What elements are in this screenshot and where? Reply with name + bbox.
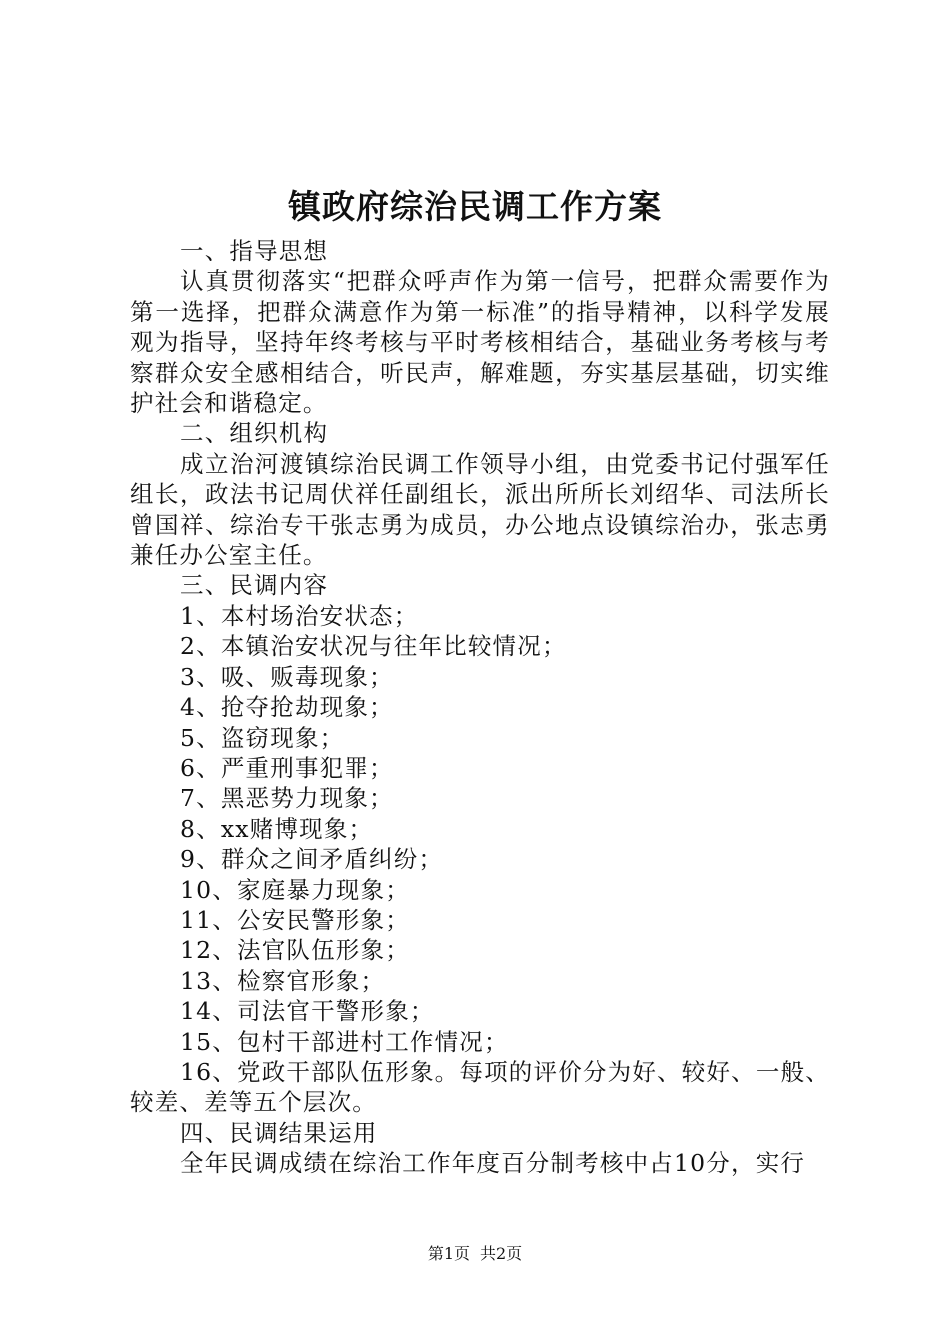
list-item: 14、司法官干警形象； xyxy=(180,997,435,1026)
list-item: 5、盗窃现象； xyxy=(180,723,345,752)
list-item: 8、xx赌博现象； xyxy=(180,814,374,843)
document-body xyxy=(130,236,830,1179)
section-heading-survey-content: 三、民调内容 xyxy=(180,571,329,600)
document-title: 镇政府综治民调工作方案 xyxy=(288,187,662,226)
list-item: 15、包村干部进村工作情况； xyxy=(180,1027,509,1056)
section-heading-result-usage: 四、民调结果运用 xyxy=(180,1118,378,1147)
section-paragraph-guiding-thought: 认真贯彻落实“把群众呼声作为第一信号，把群众需要作为第一选择，把群众满意作为第一标准”的指导精神，以科学发展观为指导，坚持年终考核与平时考核相结合，基础业务考核与考察群众安全感相结合，听民声，解难题，夯实基层基础，切实维护社会和谐稳定。 xyxy=(130,267,830,418)
section-paragraph-result-usage: 全年民调成绩在综治工作年度百分制考核中占10分，实行 xyxy=(180,1149,806,1178)
list-item: 2、本镇治安状况与往年比较情况； xyxy=(180,632,567,661)
list-item: 6、严重刑事犯罪； xyxy=(180,753,394,782)
page-total: 共2页 xyxy=(480,1244,523,1263)
list-item-last: 16、党政干部队伍形象。每项的评价分为好、较好、一般、较差、差等五个层次。 xyxy=(130,1057,830,1117)
list-item: 12、法官队伍形象； xyxy=(180,936,410,965)
list-item: 13、检察官形象； xyxy=(180,966,386,995)
section-heading-organization: 二、组织机构 xyxy=(180,419,329,448)
list-item: 7、黑恶势力现象； xyxy=(180,784,394,813)
list-item: 4、抢夺抢劫现象； xyxy=(180,693,394,722)
list-item: 1、本村场治安状态； xyxy=(180,601,419,630)
section-heading-guiding-thought: 一、指导思想 xyxy=(180,237,329,265)
page-number: 第1页 xyxy=(427,1244,470,1263)
page-footer xyxy=(0,1244,950,1264)
list-item: 3、吸、贩毒现象； xyxy=(180,662,394,691)
list-item: 11、公安民警形象； xyxy=(180,905,410,934)
section-paragraph-organization: 成立治河渡镇综治民调工作领导小组，由党委书记付强军任组长，政法书记周伏祥任副组长，派出所所长刘绍华、司法所长曾国祥、综治专干张志勇为成员，办公地点设镇综治办，张志勇兼任办公室主任。 xyxy=(130,449,830,570)
list-item: 9、群众之间矛盾纠纷； xyxy=(180,845,444,874)
list-item: 10、家庭暴力现象； xyxy=(180,875,410,904)
